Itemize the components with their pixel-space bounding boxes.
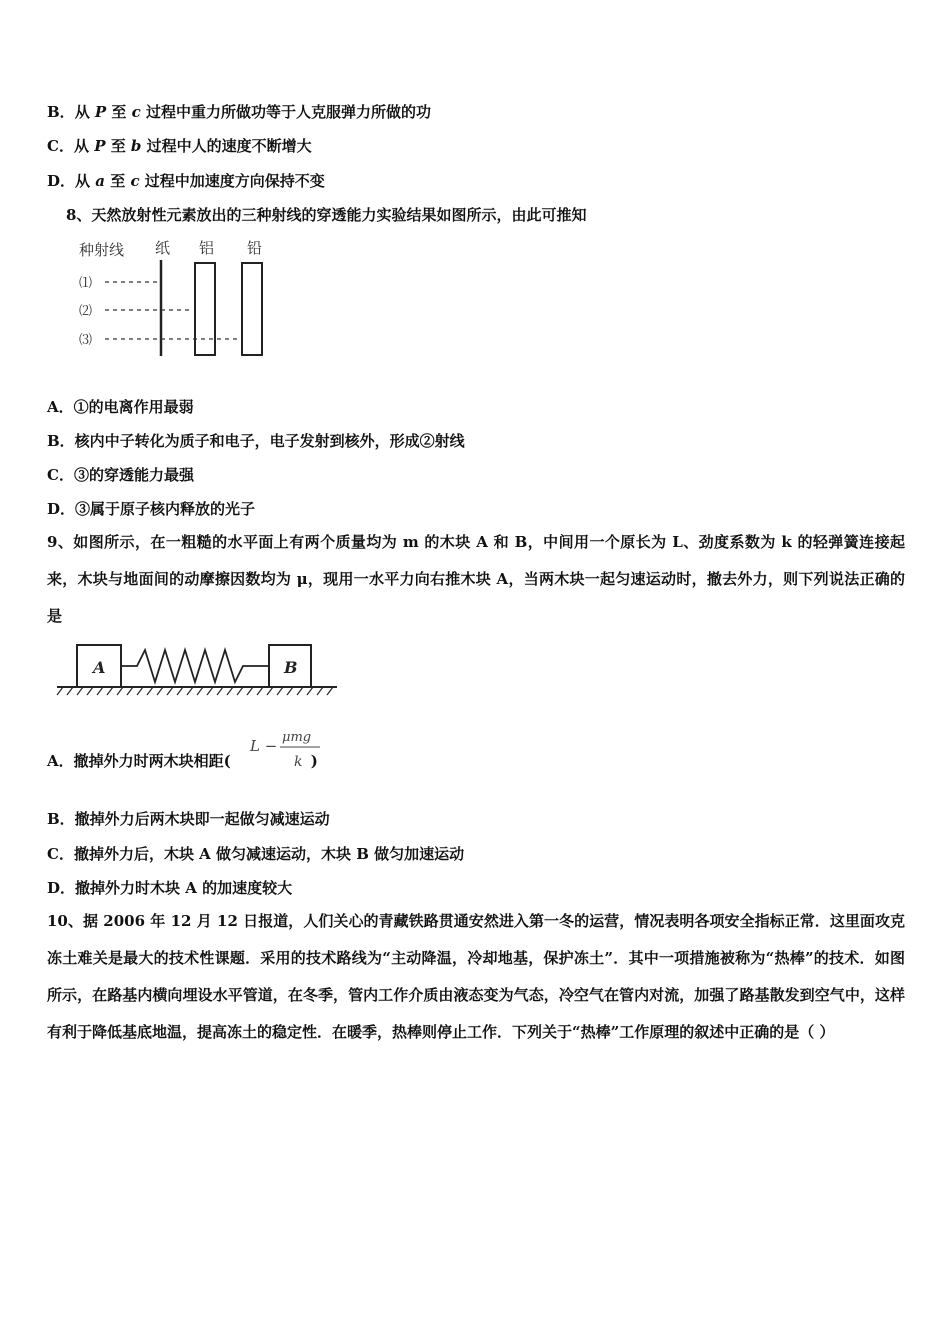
q8-stem: 8、天然放射性元素放出的三种射线的穿透能力实验结果如图所示，由此可推知 bbox=[66, 206, 587, 224]
figure-header-al: 铝 bbox=[199, 239, 215, 257]
q9-stem: 9、如图所示，在一粗糙的水平面上有两个质量均为 m 的木块 A 和 B，中间用一个原长为 L、劲度系数为 k 的轻弹簧连接起来，木块与地面间的动摩擦因数均为 μ，现用一水平力向右推木块 A，当两木块一起匀速运动时，撤去外力，则下列说法正确的是 bbox=[47, 533, 905, 625]
formula-denominator: k bbox=[294, 754, 303, 770]
block-b-label: B bbox=[284, 658, 298, 677]
q8-option-a: A．①的电离作用最弱 bbox=[47, 398, 194, 416]
spring bbox=[121, 650, 269, 682]
radiation-penetration-figure bbox=[75, 235, 275, 360]
q9-option-b: B．撤掉外力后两木块即一起做匀减速运动 bbox=[47, 810, 330, 828]
figure-header-rays: 种射线 bbox=[79, 241, 125, 259]
ray-2-label: ⑵ bbox=[79, 304, 93, 319]
spring-blocks-figure bbox=[55, 642, 340, 700]
q9-option-c: C．撤掉外力后，木块 A 做匀减速运动，木块 B 做匀加速运动 bbox=[47, 845, 465, 863]
q9-formula bbox=[248, 726, 324, 774]
ray-3-label: ⑶ bbox=[79, 333, 93, 348]
q8-option-c: C．③的穿透能力最强 bbox=[47, 466, 194, 484]
figure-header-pb: 铅 bbox=[247, 239, 263, 257]
q10-stem: 10、据 2006 年 12 月 12 日报道，人们关心的青藏铁路贯通安然进入第一冬的运营，情况表明各项安全指标正常．这里面攻克冻土难关是最大的技术性课题．采用的技术路线为“主动降温，冷却地基，保护冻土”．其中一项措施被称为“热棒”的技术．如图所示，在路基内横向埋设水平管道，在冬季，管内工作介质由液态变为气态，冷空气在管内对流，加强了路基散发到空气中，这样有利于降低基底地温，提高冻土的稳定性．在暖季，热棒则停止工作．下列关于“热棒”工作原理的叙述中正确的是（ ） bbox=[47, 912, 905, 1041]
aluminum-plate bbox=[195, 263, 215, 355]
q7-option-d: D．从 a 至 c 过程中加速度方向保持不变 bbox=[47, 172, 325, 190]
q8-option-b: B．核内中子转化为质子和电子，电子发射到核外，形成②射线 bbox=[47, 432, 465, 450]
ray-1-label: ⑴ bbox=[79, 276, 93, 291]
q8-option-d: D．③属于原子核内释放的光子 bbox=[47, 500, 256, 518]
figure-header-paper: 纸 bbox=[155, 239, 171, 257]
lead-plate bbox=[242, 263, 262, 355]
formula-l: L − bbox=[250, 737, 278, 755]
ground-hatching bbox=[57, 687, 333, 695]
q7-option-b: B．从 P 至 c 过程中重力所做功等于人克服弹力所做的功 bbox=[47, 103, 432, 121]
formula-numerator: μmg bbox=[282, 730, 312, 745]
q9-option-d: D．撤掉外力时木块 A 的加速度较大 bbox=[47, 879, 293, 897]
block-a-label: A bbox=[93, 658, 106, 677]
q7-option-c: C．从 P 至 b 过程中人的速度不断增大 bbox=[47, 137, 312, 155]
q9-option-a: A．撤掉外力时两木块相距( ) bbox=[47, 752, 318, 770]
